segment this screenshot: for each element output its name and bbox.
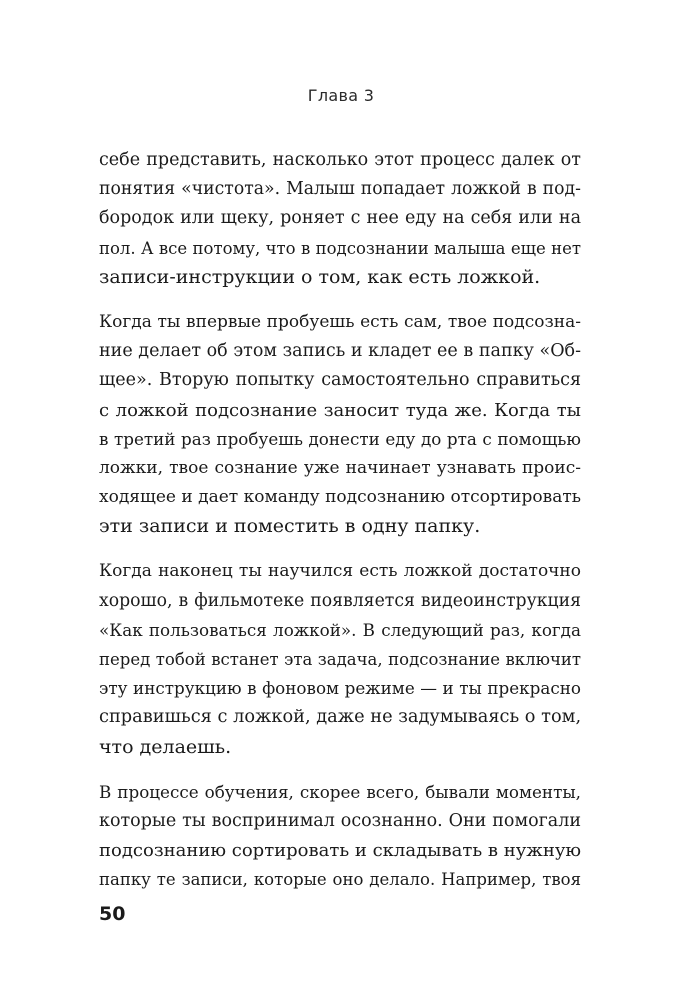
text-line: что делаешь.	[99, 735, 232, 758]
paragraph-spacer	[99, 292, 581, 308]
text-line: в третий раз пробуешь донести еду до рта с помощью	[99, 428, 581, 449]
text-line: В процессе обучения, скорее всего, бывали моменты,	[99, 781, 581, 802]
text-line: пол. А все потому, что в подсознании малыша еще нет	[99, 238, 581, 258]
text-line: перед тобой встанет эта задача, подсознание включит	[99, 650, 581, 669]
text-line: с ложкой подсознание заносит туда же. Когда ты	[99, 399, 581, 421]
text-line: справишься с ложкой, даже не задумываясь о том,	[99, 707, 582, 728]
text-line: ние делает об этом запись и кладет ее в папку «Об-	[99, 341, 581, 362]
text-line: хорошо, в фильмотеке появляется видеоинструкция	[99, 590, 581, 611]
paragraph-1	[99, 146, 581, 292]
text-line: щее». Вторую попытку самостоятельно справиться	[99, 370, 581, 391]
paragraph-3	[99, 557, 581, 761]
body-text	[99, 146, 581, 895]
text-line: эту инструкцию в фоновом режиме — и ты прекрасно	[99, 678, 581, 699]
paragraph-spacer	[99, 762, 581, 778]
text-line: «Как пользоваться ложкой». В следующий раз, когда	[99, 619, 581, 640]
text-line: понятия «чистота». Малыш попадает ложкой в под-	[99, 179, 581, 200]
text-line: Когда наконец ты научился есть ложкой достаточно	[99, 561, 581, 582]
text-line: эти записи и поместить в одну папку.	[99, 515, 481, 538]
text-line: себе представить, насколько этот процесс далек от	[99, 150, 581, 170]
text-line: ходящее и дает команду подсознанию отсортировать	[99, 487, 581, 508]
text-line: Когда ты впервые пробуешь есть сам, твое подсозна-	[99, 311, 581, 332]
running-head: Глава 3	[307, 86, 375, 105]
page-number: 50	[99, 903, 126, 925]
text-line: подсознанию сортировать и складывать в нужную	[99, 840, 582, 862]
paragraph-2	[99, 308, 581, 542]
text-line: которые ты воспринимал осознанно. Они помогали	[99, 810, 581, 831]
paragraph-4	[99, 778, 581, 895]
text-line: бородок или щеку, роняет с нее еду на себя или на	[99, 208, 581, 229]
text-line: папку те записи, которые оно делало. Например, твоя	[99, 870, 581, 890]
text-line: ложки, твое сознание уже начинает узнавать проис-	[99, 457, 581, 478]
text-line: записи-инструкции о том, как есть ложкой.	[99, 265, 541, 288]
paragraph-spacer	[99, 541, 581, 557]
